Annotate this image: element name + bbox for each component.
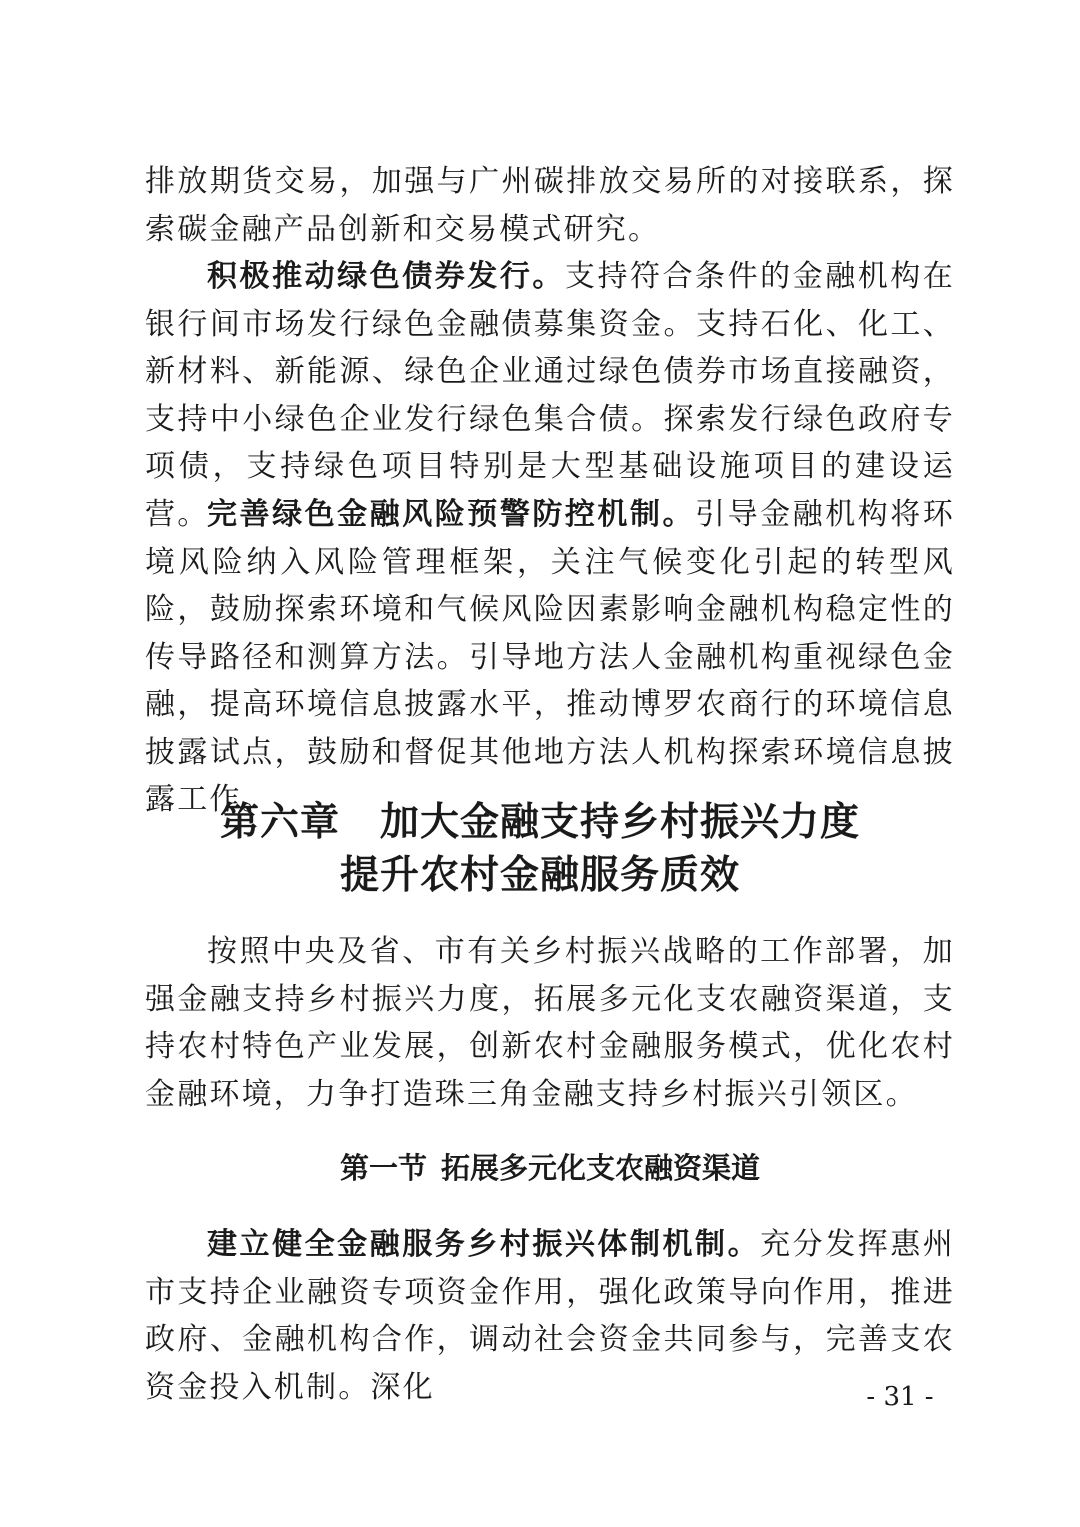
paragraph-lead-heading: 完善绿色金融风险预警防控机制。 <box>207 497 696 532</box>
paragraph-text: 按照中央及省、市有关乡村振兴战略的工作部署，加强金融支持乡村振兴力度，拓展多元化支农融资渠道，支持农村特色产业发展，创新农村金融服务模式，优化农村金融环境，力争打造珠三角金融支持乡村振兴引领区。 <box>145 934 955 1112</box>
chapter-number: 第六章 <box>219 799 340 845</box>
section-title: 拓展多元化支农融资渠道 <box>441 1151 761 1185</box>
page-number: - 31 - <box>866 1382 934 1412</box>
paragraph-carbon-finance <box>145 158 955 253</box>
chapter-heading-line2 <box>0 851 1080 899</box>
paragraph-rural-mechanism <box>145 1221 955 1411</box>
chapter-title-line1: 加大金融支持乡村振兴力度 <box>380 799 861 845</box>
paragraph-chapter-intro <box>145 928 955 1118</box>
paragraph-text: 充分发挥惠州市支持企业融资专项资金作用，强化政策导向作用，推进政府、金融机构合作，调动社会资金共同参与，完善支农资金投入机制。深化 <box>145 1227 956 1405</box>
paragraph-text: 支持符合条件的金融机构在银行间市场发行绿色金融债募集资金。支持石化、化工、新材料、新能源、绿色企业通过绿色债券市场直接融资，支持中小绿色企业发行绿色集合债。探索发行绿色政府专项债，支持绿色项目特别是大型基础设施项目的建设运营。 <box>145 259 956 532</box>
section-number: 第一节 <box>339 1151 427 1185</box>
paragraph-text: 引导金融机构将环境风险纳入风险管理框架，关注气候变化引起的转型风险，鼓励探索环境和气候风险因素影响金融机构稳定性的传导路径和测算方法。引导地方法人金融机构重视绿色金融，提高环境信息披露水平，推动博罗农商行的环境信息披露试点，鼓励和督促其他地方法人机构探索环境信息披露工作。 <box>145 497 955 817</box>
paragraph-lead-heading: 积极推动绿色债券发行。 <box>207 259 565 294</box>
paragraph-text: 排放期货交易，加强与广州碳排放交易所的对接联系，探索碳金融产品创新和交易模式研究。 <box>145 164 955 247</box>
paragraph-risk-control <box>145 491 955 824</box>
section-heading <box>0 1148 1080 1188</box>
chapter-heading-line1 <box>0 798 1080 846</box>
paragraph-lead-heading: 建立健全金融服务乡村振兴体制机制。 <box>207 1227 761 1262</box>
chapter-title-line2: 提升农村金融服务质效 <box>339 852 740 898</box>
